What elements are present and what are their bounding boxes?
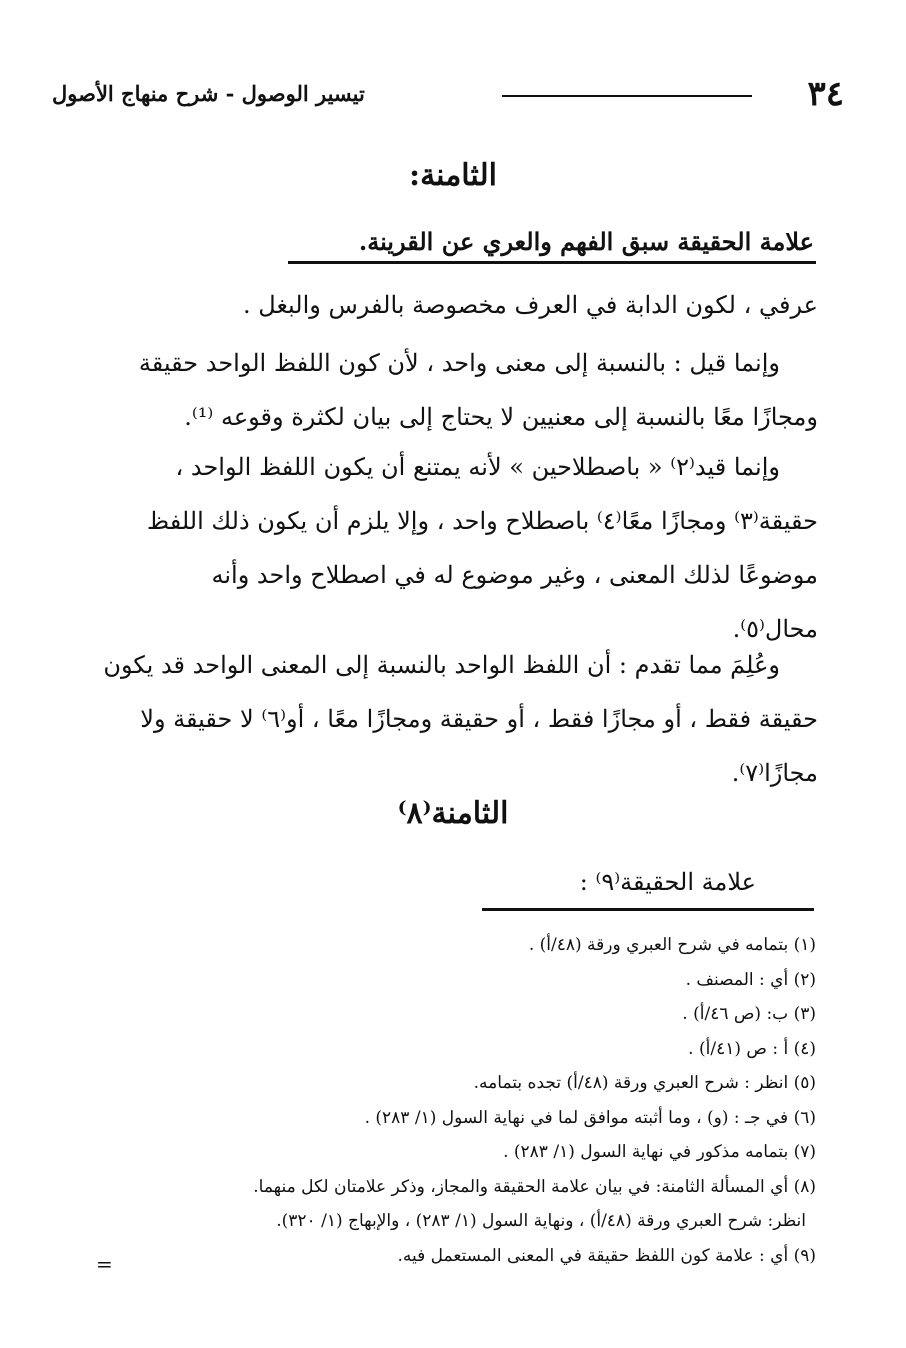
book-title: تيسير الوصول - شرح منهاج الأصول xyxy=(52,81,365,106)
paragraph-line: وعُلِمَ مما تقدم : أن اللفظ الواحد بالنسبة إلى المعنى الواحد قد يكون xyxy=(103,651,780,679)
paragraph-4 xyxy=(56,638,818,800)
footnote-separator xyxy=(482,908,814,911)
footnotes xyxy=(76,928,816,1276)
paragraph-line: ومجازًا معًا بالنسبة إلى معنيين لا يحتاج إلى بيان لكثرة وقوعه ⁽¹⁾. xyxy=(184,403,818,431)
footnote-8-continued: انظر: شرح العبري ورقة (٤٨/أ) ، ونهاية السول (١/ ٢٨٣) ، والإبهاج (١/ ٣٢٠). xyxy=(276,1211,806,1231)
paragraph-line: حقيقة⁽٣⁾ ومجازًا معًا⁽٤⁾ باصطلاح واحد ، وإلا يلزم أن يكون ذلك اللفظ xyxy=(146,507,818,535)
second-matn-text: علامة الحقيقة⁽٩⁾ : xyxy=(579,868,756,896)
paragraph-line: وإنما قيل : بالنسبة إلى معنى واحد ، لأن كون اللفظ الواحد حقيقة xyxy=(138,349,780,377)
paragraph-line: محال⁽٥⁾. xyxy=(732,615,818,643)
paragraph-1 xyxy=(56,278,818,332)
running-header xyxy=(52,74,844,114)
paragraph-line: عرفي ، لكون الدابة في العرف مخصوصة بالفرس والبغل . xyxy=(243,291,818,319)
footnote-3: (٣) ب: (ص ٤٦/أ) . xyxy=(682,1004,816,1024)
paragraph-line: وإنما قيد⁽٢⁾ « باصطلاحين » لأنه يمتنع أن يكون اللفظ الواحد ، xyxy=(175,453,780,481)
page-number: ٣٤ xyxy=(807,74,844,114)
footnote-7: (٧) بتمامه مذكور في نهاية السول (١/ ٢٨٣) . xyxy=(503,1142,816,1162)
footnote-4: (٤) أ : ص (٤١/أ) . xyxy=(688,1038,816,1059)
footnote-6: (٦) في جـ : (و) ، وما أثبته موافق لما في نهاية السول (١/ ٢٨٣) . xyxy=(364,1107,816,1128)
header-rule xyxy=(502,95,752,97)
footnote-8: (٨) أي المسألة الثامنة: في بيان علامة الحقيقة والمجاز، وذكر علامتان لكل منهما. xyxy=(253,1176,816,1197)
footnote-5: (٥) انظر : شرح العبري ورقة (٤٨/أ) تجده بتمامه. xyxy=(473,1073,816,1093)
margin-mark: = xyxy=(96,1252,113,1276)
paragraph-line: مجازًا⁽٧⁾. xyxy=(731,759,818,787)
footnote-9: (٩) أي : علامة كون اللفظ حقيقة في المعنى المستعمل فيه. xyxy=(397,1245,816,1266)
second-heading: الثامنة⁽٨⁾ xyxy=(397,796,509,831)
footnote-2: (٢) أي : المصنف . xyxy=(685,969,816,990)
section-heading: الثامنة: xyxy=(409,158,497,193)
footnote-1: (١) بتمامه في شرح العبري ورقة (٤٨/أ) . xyxy=(528,935,816,955)
paragraph-3 xyxy=(56,440,818,656)
matn-text: علامة الحقيقة سبق الفهم والعري عن القرينة. xyxy=(358,227,814,256)
paragraph-line: موضوعًا لذلك المعنى ، وغير موضوع له في اصطلاح واحد وأنه xyxy=(211,561,818,589)
paragraph-line: حقيقة فقط ، أو مجازًا فقط ، أو حقيقة ومجازًا معًا ، أو⁽٦⁾ لا حقيقة ولا xyxy=(140,705,818,733)
matn-underline xyxy=(288,261,816,264)
paragraph-2 xyxy=(56,336,818,444)
